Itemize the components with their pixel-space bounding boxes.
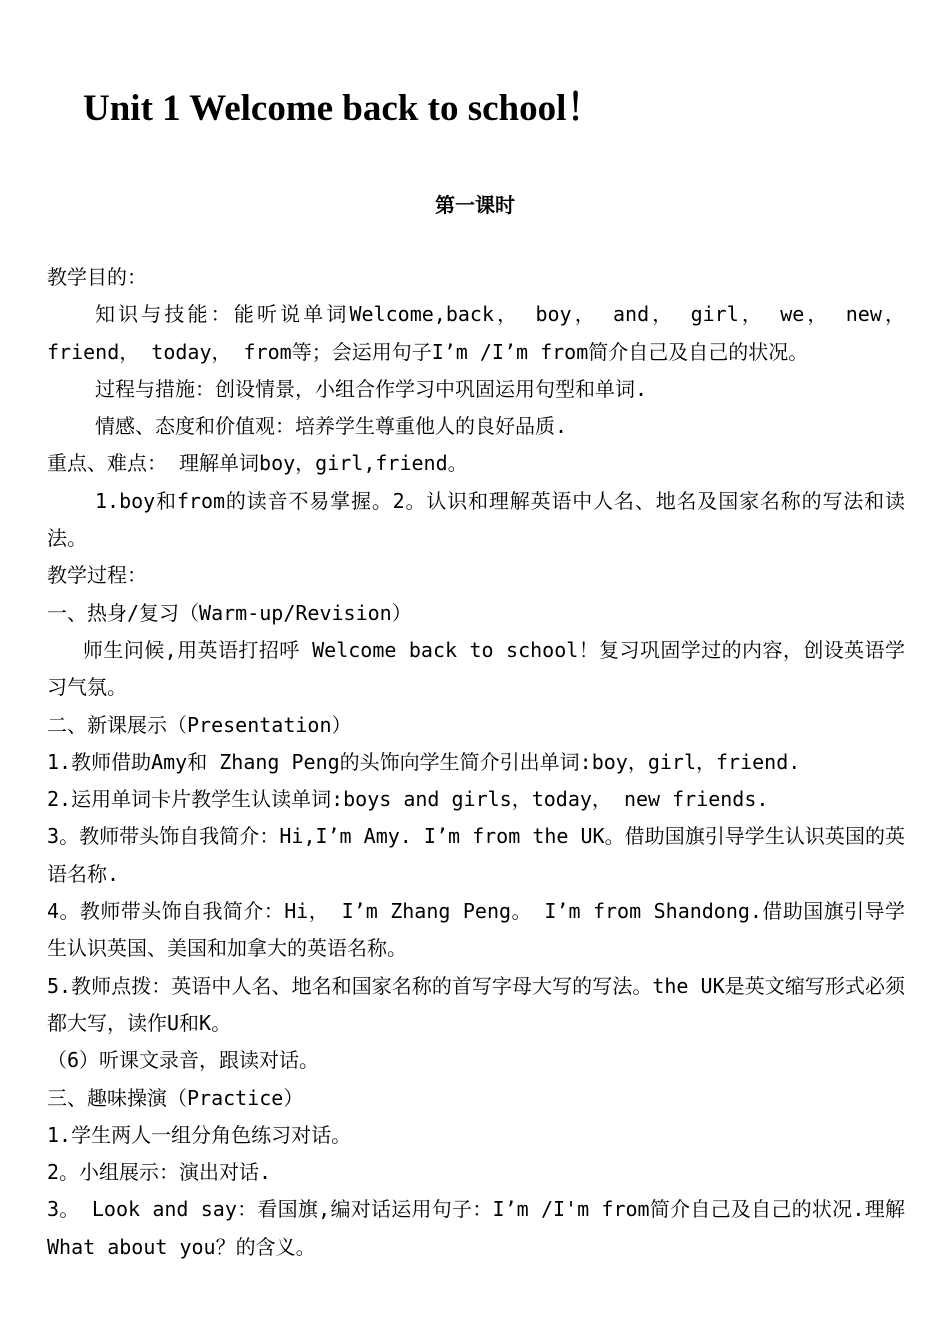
lesson-heading: 第一课时 — [435, 193, 515, 217]
paragraph-process-methods: 过程与措施：创设情景，小组合作学习中巩固运用句型和单词. — [95, 376, 648, 401]
paragraph-knowledge-skills: 知识与技能：能听说单词Welcome,back， boy， and， girl， we， new， friend， today， from等；会运用句子I’m /I’m from简介自己及自己的状况。 — [47, 302, 905, 364]
section-heading-process: 教学过程： — [47, 563, 147, 588]
list-item-presentation-5: 5.教师点拨：英语中人名、地名和国家名称的首写字母大写的写法。the UK是英文缩写形式必须都大写，读作U和K。 — [47, 973, 905, 1035]
section-heading-objectives: 教学目的： — [47, 265, 147, 289]
section-heading-presentation: 二、新课展示（Presentation） — [47, 712, 352, 737]
list-item-practice-1: 1.学生两人一组分角色练习对话。 — [47, 1122, 352, 1147]
paragraph-warmup: 师生问候,用英语打招呼 Welcome back to school！复习巩固学过的内容，创设英语学习气氛。 — [47, 637, 905, 700]
list-item-presentation-2: 2.运用单词卡片教学生认读单词:boys and girls，today， new friends. — [47, 787, 769, 812]
paragraph-attitude-values: 情感、态度和价值观：培养学生尊重他人的良好品质. — [95, 414, 568, 439]
document-body — [47, 259, 905, 1266]
list-item-practice-2: 2。小组展示：演出对话. — [47, 1160, 272, 1185]
section-heading-key-points: 重点、难点： 理解单词boy，girl,friend。 — [47, 451, 468, 476]
paragraph-difficulties: 1.boy和from的读音不易掌握。2。认识和理解英语中人名、地名及国家名称的写法和读法。 — [47, 488, 905, 551]
section-heading-practice: 三、趣味操演（Practice） — [47, 1085, 304, 1110]
list-item-practice-3: 3。 Look and say：看国旗,编对话运用句子：I’m /I'm from简介自己及自己的状况.理解What about you？的含义。 — [47, 1197, 905, 1259]
list-item-presentation-6: （6）听课文录音，跟读对话。 — [47, 1048, 320, 1073]
list-item-presentation-1: 1.教师借助Amy和 Zhang Peng的头饰向学生简介引出单词:boy，girl，friend. — [47, 749, 801, 774]
list-item-presentation-4: 4。教师带头饰自我简介：Hi， I’m Zhang Peng。 I’m from Shandong.借助国旗引导学生认识英国、美国和加拿大的英语名称。 — [47, 899, 905, 961]
list-item-presentation-3: 3。教师带头饰自我简介：Hi,I’m Amy. I’m from the UK。借助国旗引导学生认识英国的英语名称. — [47, 824, 905, 886]
document-title: Unit 1 Welcome back to school！ — [83, 88, 604, 129]
section-heading-warmup: 一、热身/复习（Warm-up/Revision） — [47, 600, 412, 625]
